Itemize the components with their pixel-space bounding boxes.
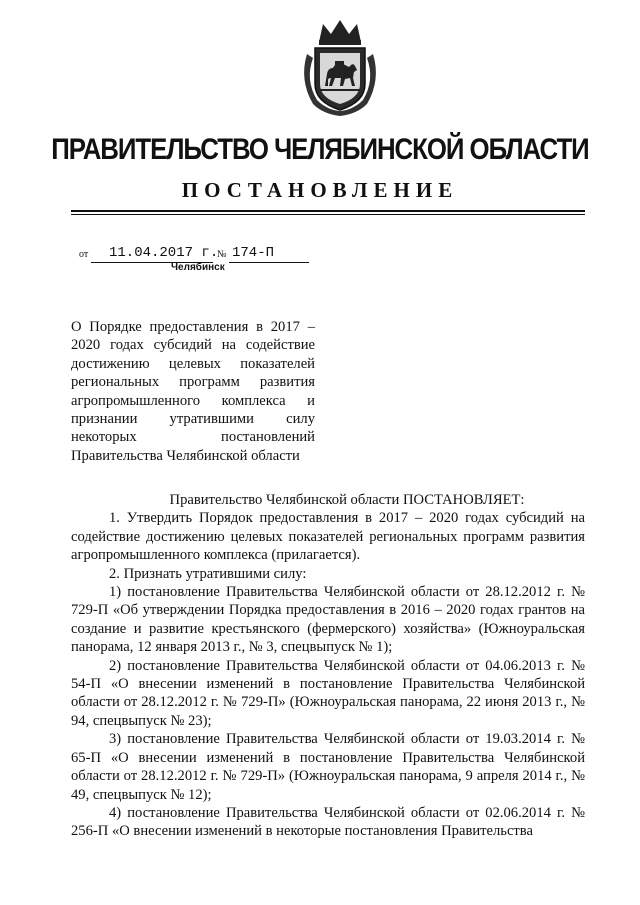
number-label: № <box>217 249 227 260</box>
document-number: 174-П <box>232 245 275 261</box>
body-paragraph: 2. Признать утратившими силу: <box>109 565 307 582</box>
number-underline <box>229 262 309 263</box>
subject-line: 2020 годах субсидий на содействие <box>71 337 315 354</box>
document-date: 11.04.2017 г. <box>109 245 219 261</box>
body-paragraph: 2) постановление Правительства Челябинской области от 04.06.2013 г. № 54-П «О внесении изменений в постановление Правительства Челябинской области от 28.12.2012 г. № 729-П» (Южноуральская панорама, 22 июня 2013 г., № 94, спецвыпуск № 23); <box>71 657 585 729</box>
body-intro: Правительство Челябинской области ПОСТАНОВЛЯЕТ: <box>169 492 525 508</box>
subject-line: агропромышленного комплекса и <box>71 392 315 409</box>
body-paragraph: 1) постановление Правительства Челябинской области от 28.12.2012 г. № 729-П «Об утверждении Порядка предоставления в 2016 – 2020 годах грантов на создание и развитие крестьянского (фермерского) хозяйства» (Южноуральская панорама, 12 января 2013 г., № 3, спецвыпуск № 1); <box>71 584 585 656</box>
subject-line: региональных программ развития <box>71 374 315 391</box>
city-name: Челябинск <box>171 262 225 273</box>
header-divider <box>71 210 585 212</box>
subject-line: достижению целевых показателей <box>71 355 315 372</box>
body-paragraph: 1. Утвердить Порядок предоставления в 2017 – 2020 годах субсидий на содействие достижению целевых показателей региональных программ развития агропромышленного комплекса (прилагается). <box>71 510 585 564</box>
document-body <box>71 491 585 841</box>
coat-of-arms-icon <box>297 18 383 118</box>
government-title: ПРАВИТЕЛЬСТВО ЧЕЛЯБИНСКОЙ ОБЛАСТИ <box>51 133 589 166</box>
body-paragraph: 4) постановление Правительства Челябинской области от 02.06.2014 г. № 256-П «О внесении изменений в некоторые постановления Правительства <box>71 804 585 840</box>
subject-line: О Порядке предоставления в 2017 – <box>71 319 315 335</box>
subject-line: некоторых постановлений <box>71 429 315 446</box>
subject-line: Правительства Челябинской области <box>71 447 300 464</box>
document-subject <box>71 318 315 465</box>
document-type: ПОСТАНОВЛЕНИЕ <box>181 178 459 202</box>
subject-line: признании утратившими силу <box>71 411 315 428</box>
date-number-line <box>79 245 319 263</box>
body-paragraph: 3) постановление Правительства Челябинской области от 19.03.2014 г. № 65-П «О внесении изменений в постановление Правительства Челябинской области от 28.12.2012 г. № 729-П» (Южноуральская панорама, 9 апреля 2014 г., № 49, спецвыпуск № 12); <box>71 731 585 803</box>
date-from-label: от <box>79 249 89 260</box>
header-divider-thin <box>71 214 585 215</box>
